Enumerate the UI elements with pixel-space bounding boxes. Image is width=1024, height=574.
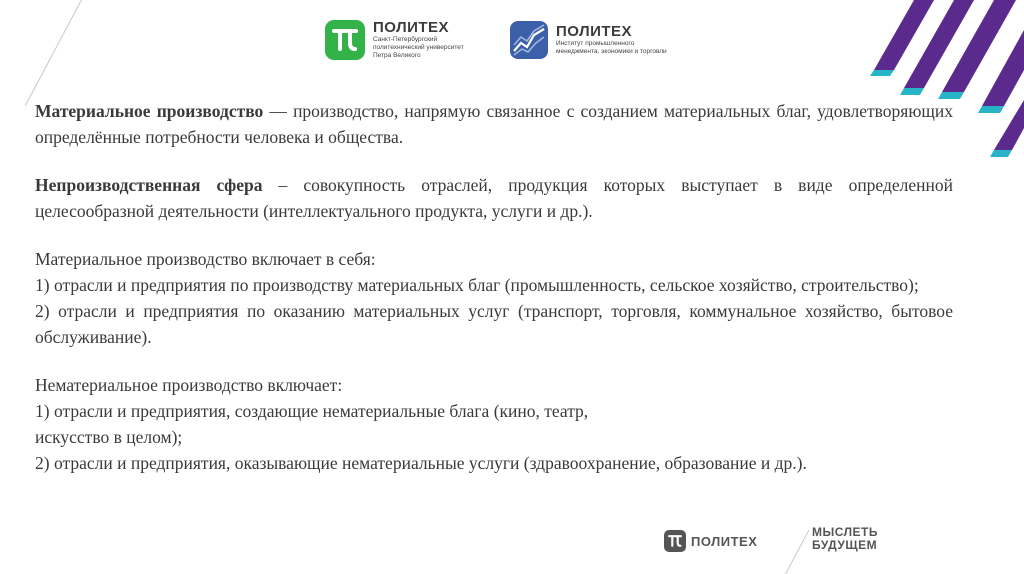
polytech-logo bbox=[325, 16, 464, 64]
institute-logo-icon bbox=[510, 21, 548, 59]
nonmaterial-item-1-line-1: 1) отрасли и предприятия, создающие нематериальные блага (кино, театр, bbox=[35, 401, 589, 421]
material-item-1: 1) отрасли и предприятия по производству материальных благ (промышленность, сельское хозяйство, строительство); bbox=[35, 275, 919, 295]
decorative-diagonal-line bbox=[25, 0, 82, 106]
definition-nonproduction-sphere: – совокупность отраслей, продукция которых выступает в виде определенной целесообразной деятельности (интеллектуального продукта, услуги и др.). bbox=[35, 175, 953, 221]
term-nonproduction-sphere: Непроизводственная сфера bbox=[35, 175, 263, 195]
nonmaterial-item-1-line-2: искусство в целом); bbox=[35, 427, 183, 447]
institute-logo bbox=[510, 16, 667, 64]
paragraph-nonproduction-sphere bbox=[35, 172, 953, 224]
footer-polytech-logo bbox=[664, 530, 757, 552]
slide-body bbox=[35, 98, 953, 476]
footer-slogan-line-1: МЫСЛЕТЬ bbox=[812, 525, 878, 539]
footer-slogan-line-2: БУДУЩЕМ bbox=[812, 538, 878, 552]
institute-logo-title: ПОЛИТЕХ bbox=[556, 23, 633, 40]
material-item-2: 2) отрасли и предприятия по оказанию материальных услуг (транспорт, торговля, коммунальное хозяйство, бытовое обслуживание). bbox=[35, 301, 953, 347]
footer-slogan bbox=[812, 526, 878, 552]
decorative-diagonal-line-bottom bbox=[785, 530, 809, 574]
footer-polytech-icon bbox=[664, 530, 686, 552]
term-material-production: Материальное производство bbox=[35, 101, 264, 121]
nonmaterial-item-2: 2) отрасли и предприятия, оказывающие нематериальные услуги (здравоохранение, образование и др.). bbox=[35, 453, 807, 473]
institute-logo-subtitle-1: Институт промышленного bbox=[556, 40, 635, 47]
polytech-logo-title: ПОЛИТЕХ bbox=[373, 19, 450, 36]
polytech-logo-icon bbox=[325, 20, 365, 60]
polytech-logo-subtitle-3: Петра Великого bbox=[373, 52, 421, 59]
nonmaterial-intro: Нематериальное производство включает: bbox=[35, 375, 343, 395]
polytech-logo-subtitle-2: политехнический университет bbox=[373, 44, 464, 51]
institute-logo-subtitle-2: менеджмента, экономики и торговли bbox=[556, 48, 667, 55]
material-intro: Материальное производство включает в себя: bbox=[35, 249, 376, 269]
paragraph-material-production bbox=[35, 98, 953, 150]
polytech-logo-subtitle-1: Санкт-Петербургский bbox=[373, 36, 438, 43]
definition-material-production: — производство, напрямую связанное с созданием материальных благ, удовлетворяющих определённые потребности человека и общества. bbox=[35, 101, 953, 147]
footer-logo-text: ПОЛИТЕХ bbox=[691, 533, 758, 549]
